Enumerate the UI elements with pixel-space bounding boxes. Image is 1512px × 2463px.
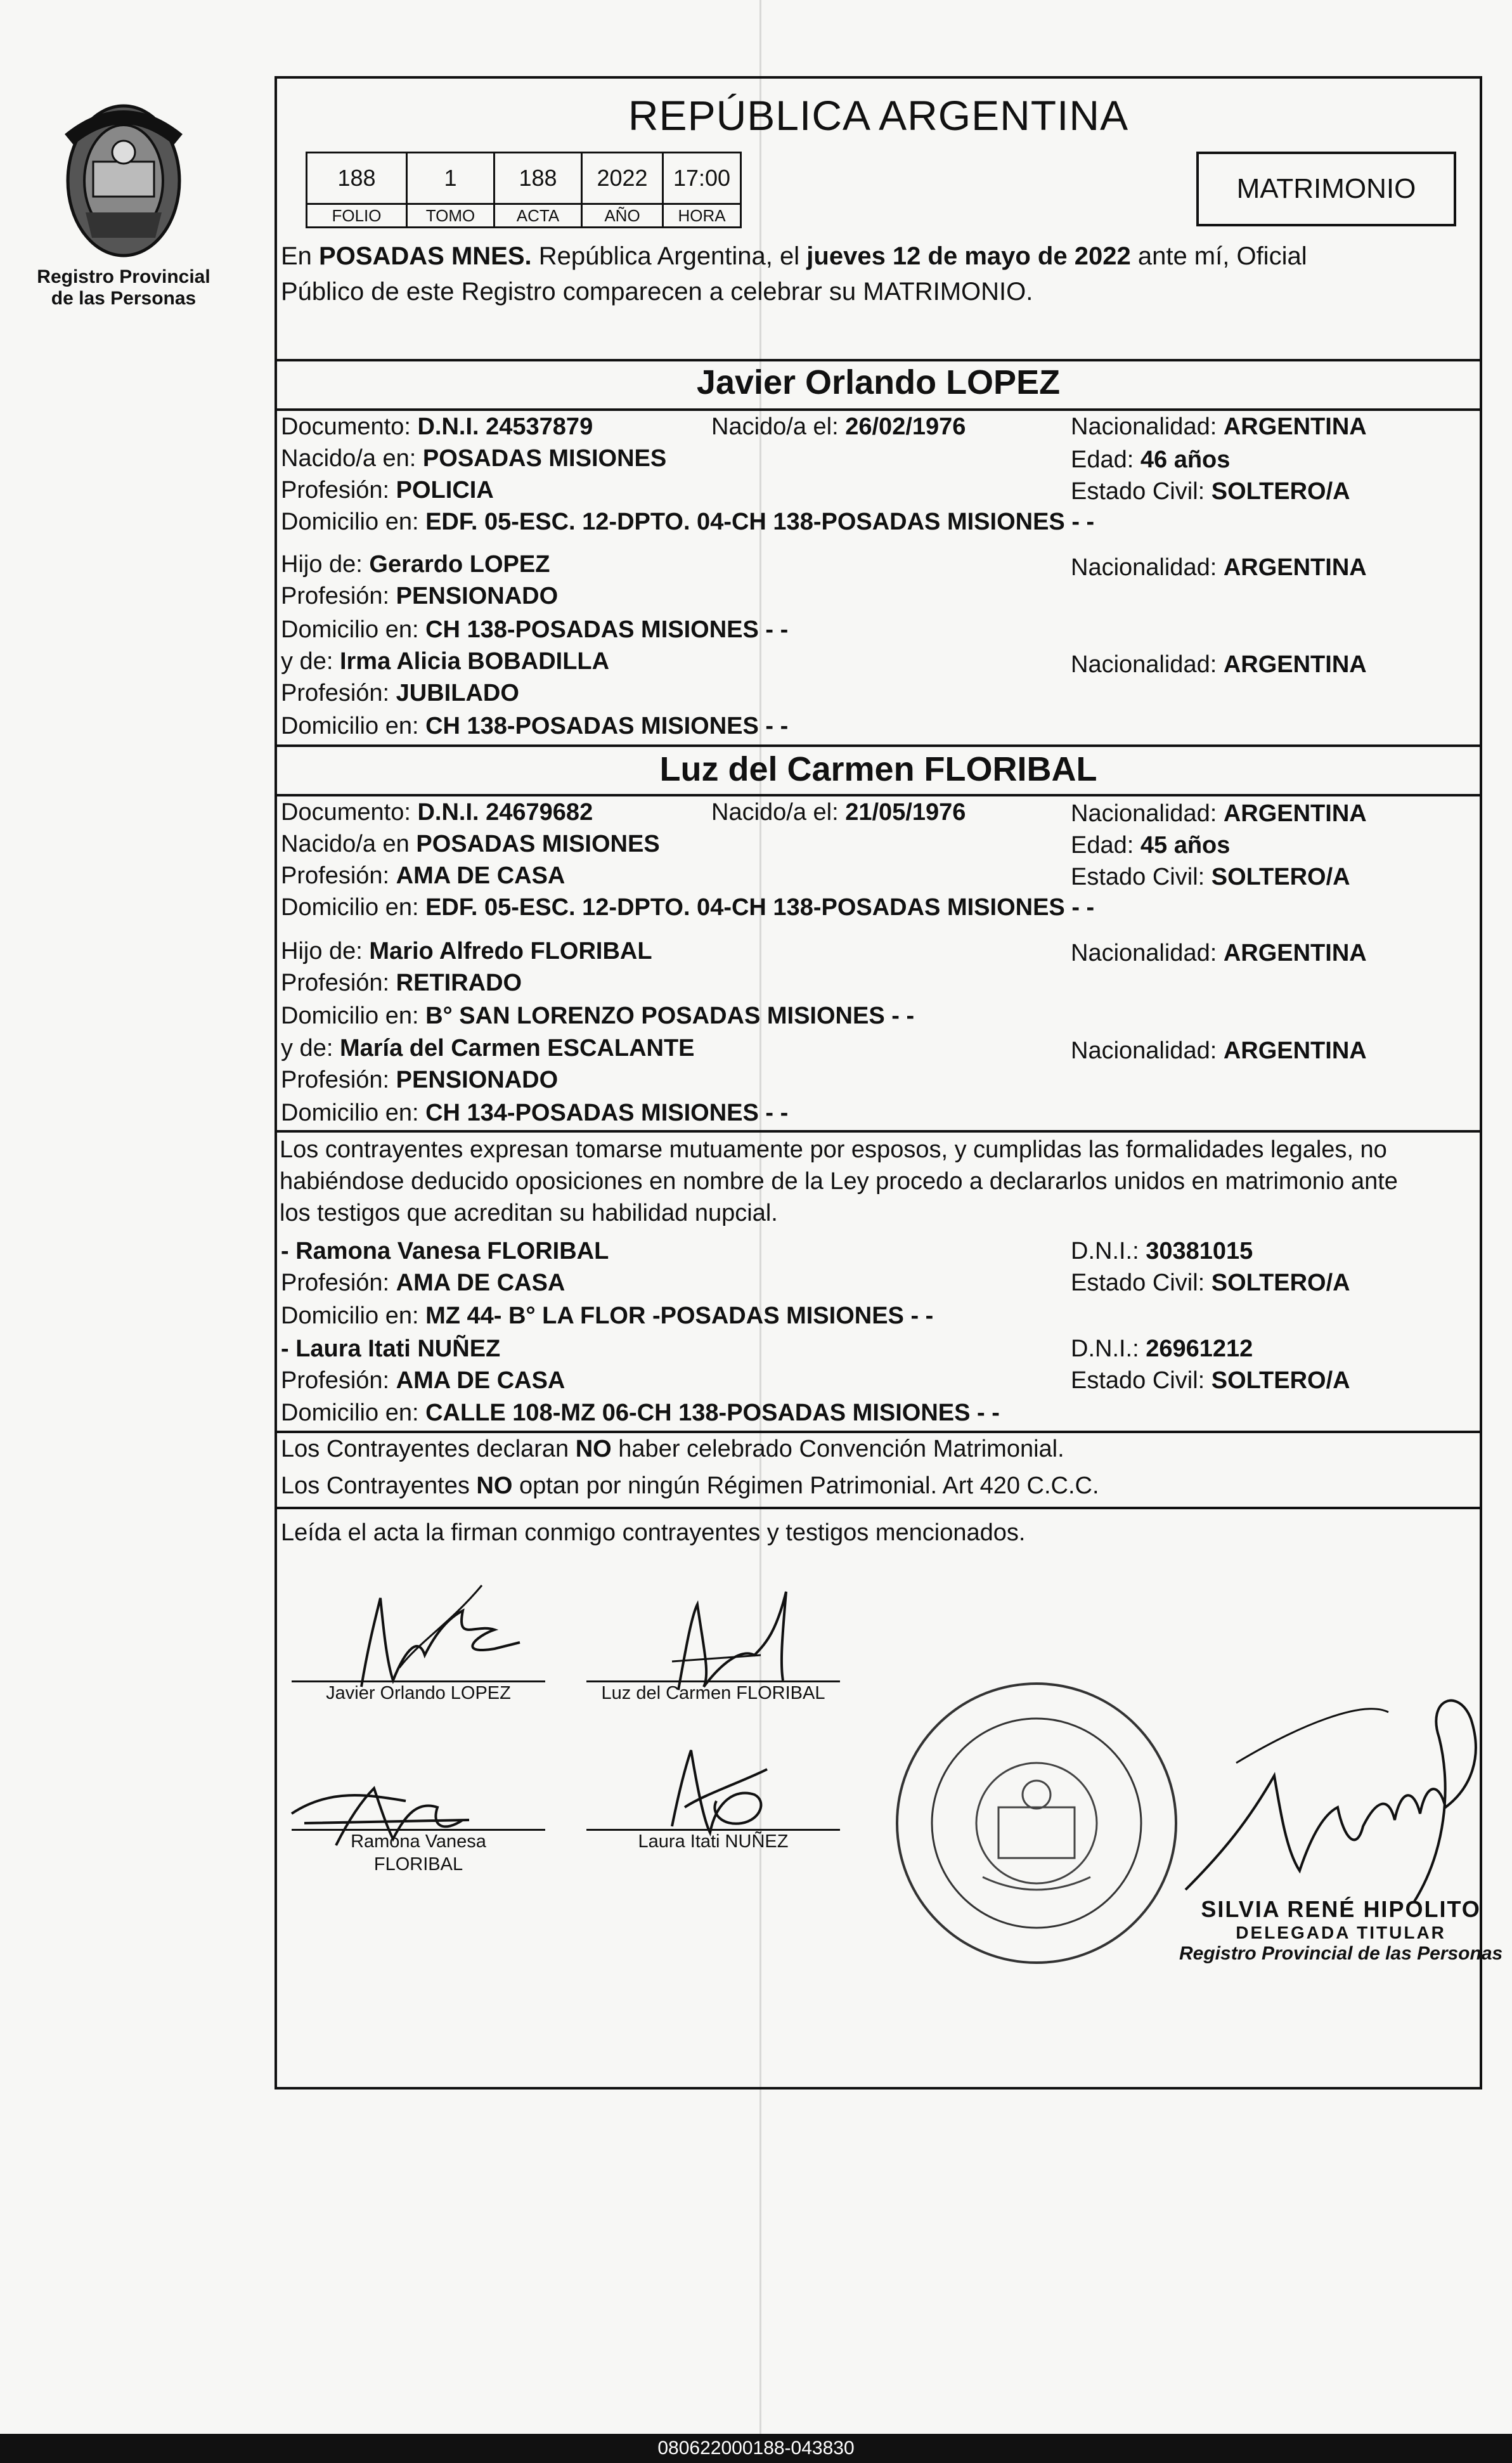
groom-father-profession: Profesión: PENSIONADO: [281, 583, 559, 609]
groom-nationality: Nacionalidad: ARGENTINA: [1071, 413, 1367, 440]
witness1-domicile: Domicilio en: MZ 44- B° LA FLOR -POSADAS MISIONES - -: [281, 1303, 934, 1329]
anio-value: 2022: [582, 153, 663, 204]
official-name: SILVIA RENÉ HIPOLITO: [1201, 1896, 1481, 1922]
declaration-line2: habiéndose deducido oposiciones en nombre de la Ley procedo a declararlos unidos en matrimonio ante: [280, 1168, 1398, 1195]
folio-value: 188: [307, 153, 407, 204]
witness2-civil-status: Estado Civil: SOLTERO/A: [1071, 1367, 1350, 1394]
groom-father-domicile: Domicilio en: CH 138-POSADAS MISIONES - -: [281, 616, 789, 643]
intro-paragraph: [281, 238, 1479, 309]
groom-mother-domicile: Domicilio en: CH 138-POSADAS MISIONES - -: [281, 713, 789, 739]
hora-label: HORA: [663, 204, 741, 228]
witness1-dni: D.N.I.: 30381015: [1071, 1238, 1253, 1264]
document-type-badge: MATRIMONIO: [1196, 152, 1456, 226]
bride-civil-status: Estado Civil: SOLTERO/A: [1071, 864, 1350, 890]
groom-profession: Profesión: POLICIA: [281, 477, 494, 504]
witness2-name: - Laura Itati NUÑEZ: [281, 1335, 501, 1362]
official-seal-icon: [888, 1674, 1186, 1972]
intro-text-c: ante mí, Oficial: [1130, 242, 1307, 270]
groom-signature: [330, 1573, 539, 1693]
groom-document: Documento: D.N.I. 24537879: [281, 413, 593, 440]
divider: [277, 794, 1480, 796]
groom-father-nationality: Nacionalidad: ARGENTINA: [1071, 554, 1367, 581]
witness2-dni: D.N.I.: 26961212: [1071, 1335, 1253, 1362]
declaration-line1: Los contrayentes expresan tomarse mutuamente por esposos, y cumplidas las formalidades legales, no: [280, 1136, 1387, 1163]
witness2-signature: [647, 1731, 786, 1839]
bride-birthplace: Nacido/a en POSADAS MISIONES: [281, 831, 660, 857]
tomo-value: 1: [407, 153, 494, 204]
groom-domicile: Domicilio en: EDF. 05-ESC. 12-DPTO. 04-CH 138-POSADAS MISIONES - -: [281, 509, 1095, 535]
groom-name: Javier Orlando LOPEZ: [696, 363, 1061, 401]
bride-name: Luz del Carmen FLORIBAL: [659, 750, 1097, 788]
divider: [277, 1507, 1480, 1509]
witness2-domicile: Domicilio en: CALLE 108-MZ 06-CH 138-POSADAS MISIONES - -: [281, 1400, 1000, 1426]
witness1-profession: Profesión: AMA DE CASA: [281, 1270, 565, 1296]
convention-line2: Los Contrayentes NO optan por ningún Régimen Patrimonial. Art 420 C.C.C.: [281, 1472, 1099, 1499]
witness1-caption-line1: Ramona Vanesa: [351, 1831, 486, 1852]
witness1-caption-line2: FLORIBAL: [373, 1854, 463, 1875]
groom-civil-status: Estado Civil: SOLTERO/A: [1071, 478, 1350, 505]
intro-text-b: República Argentina, el: [531, 242, 807, 270]
witness1-civil-status: Estado Civil: SOLTERO/A: [1071, 1270, 1350, 1296]
bride-profession: Profesión: AMA DE CASA: [281, 862, 565, 889]
divider: [277, 359, 1480, 361]
convention-line1: Los Contrayentes declaran NO haber celebrado Convención Matrimonial.: [281, 1436, 1064, 1462]
folio-label: FOLIO: [307, 204, 407, 228]
bride-birthdate: Nacido/a el: 21/05/1976: [711, 799, 966, 826]
intro-date: jueves 12 de mayo de 2022: [806, 242, 1131, 270]
bride-domicile: Domicilio en: EDF. 05-ESC. 12-DPTO. 04-CH 138-POSADAS MISIONES - -: [281, 894, 1095, 921]
official-office: Registro Provincial de las Personas: [1179, 1943, 1503, 1964]
bride-document: Documento: D.N.I. 24679682: [281, 799, 593, 826]
bride-mother-domicile: Domicilio en: CH 134-POSADAS MISIONES - -: [281, 1100, 789, 1126]
footer-bar: [0, 2434, 1512, 2463]
official-block: [1179, 1896, 1502, 1965]
logo-caption-line2: de las Personas: [51, 288, 197, 309]
bride-mother-profession: Profesión: PENSIONADO: [281, 1067, 559, 1093]
acta-label: ACTA: [494, 204, 582, 228]
misiones-shield-icon: [60, 101, 187, 266]
tomo-label: TOMO: [407, 204, 494, 228]
intro-text-a: En: [281, 242, 320, 270]
groom-age: Edad: 46 años: [1071, 446, 1231, 473]
witness2-signature-caption: Laura Itati NUÑEZ: [638, 1831, 789, 1852]
declaration-line3: los testigos que acreditan su habilidad nupcial.: [280, 1200, 778, 1226]
logo-caption: [32, 266, 216, 309]
groom-birthplace: Nacido/a en: POSADAS MISIONES: [281, 445, 667, 472]
divider: [277, 408, 1480, 411]
document-code: 080622000188-043830: [657, 2438, 855, 2459]
registry-table: [306, 152, 742, 228]
intro-line2: Público de este Registro comparecen a celebrar su MATRIMONIO.: [281, 278, 1033, 306]
bride-nationality: Nacionalidad: ARGENTINA: [1071, 800, 1367, 827]
declaration-paragraph: [280, 1134, 1478, 1229]
divider: [277, 744, 1480, 747]
witness2-profession: Profesión: AMA DE CASA: [281, 1367, 565, 1394]
groom-mother-nationality: Nacionalidad: ARGENTINA: [1071, 651, 1367, 678]
bride-signature-caption: Luz del Carmen FLORIBAL: [601, 1683, 825, 1703]
witness1-name: - Ramona Vanesa FLORIBAL: [281, 1238, 609, 1264]
divider: [277, 1431, 1480, 1433]
hora-value: 17:00: [663, 153, 741, 204]
bride-father: Hijo de: Mario Alfredo FLORIBAL: [281, 938, 652, 965]
groom-mother: y de: Irma Alicia BOBADILLA: [281, 648, 610, 675]
intro-place: POSADAS MNES.: [319, 242, 532, 270]
page-title: REPÚBLICA ARGENTINA: [628, 92, 1129, 139]
groom-signature-caption: Javier Orlando LOPEZ: [326, 1683, 511, 1703]
official-role: DELEGADA TITULAR: [1236, 1923, 1446, 1942]
closing-text: Leída el acta la firman conmigo contrayentes y testigos mencionados.: [281, 1519, 1026, 1546]
bride-signature: [659, 1579, 805, 1693]
official-signature: [1173, 1661, 1502, 1928]
logo-caption-line1: Registro Provincial: [37, 266, 210, 287]
bride-mother: y de: María del Carmen ESCALANTE: [281, 1035, 695, 1062]
acta-value: 188: [494, 153, 582, 204]
bride-age: Edad: 45 años: [1071, 832, 1231, 859]
groom-father: Hijo de: Gerardo LOPEZ: [281, 551, 550, 578]
bride-father-domicile: Domicilio en: B° SAN LORENZO POSADAS MISIONES - -: [281, 1003, 915, 1029]
groom-birthdate: Nacido/a el: 26/02/1976: [711, 413, 966, 440]
divider: [277, 1130, 1480, 1133]
anio-label: AÑO: [582, 204, 663, 228]
bride-father-profession: Profesión: RETIRADO: [281, 970, 522, 996]
bride-father-nationality: Nacionalidad: ARGENTINA: [1071, 940, 1367, 966]
groom-mother-profession: Profesión: JUBILADO: [281, 680, 519, 706]
bride-mother-nationality: Nacionalidad: ARGENTINA: [1071, 1037, 1367, 1064]
witness1-signature-caption: [292, 1830, 545, 1876]
